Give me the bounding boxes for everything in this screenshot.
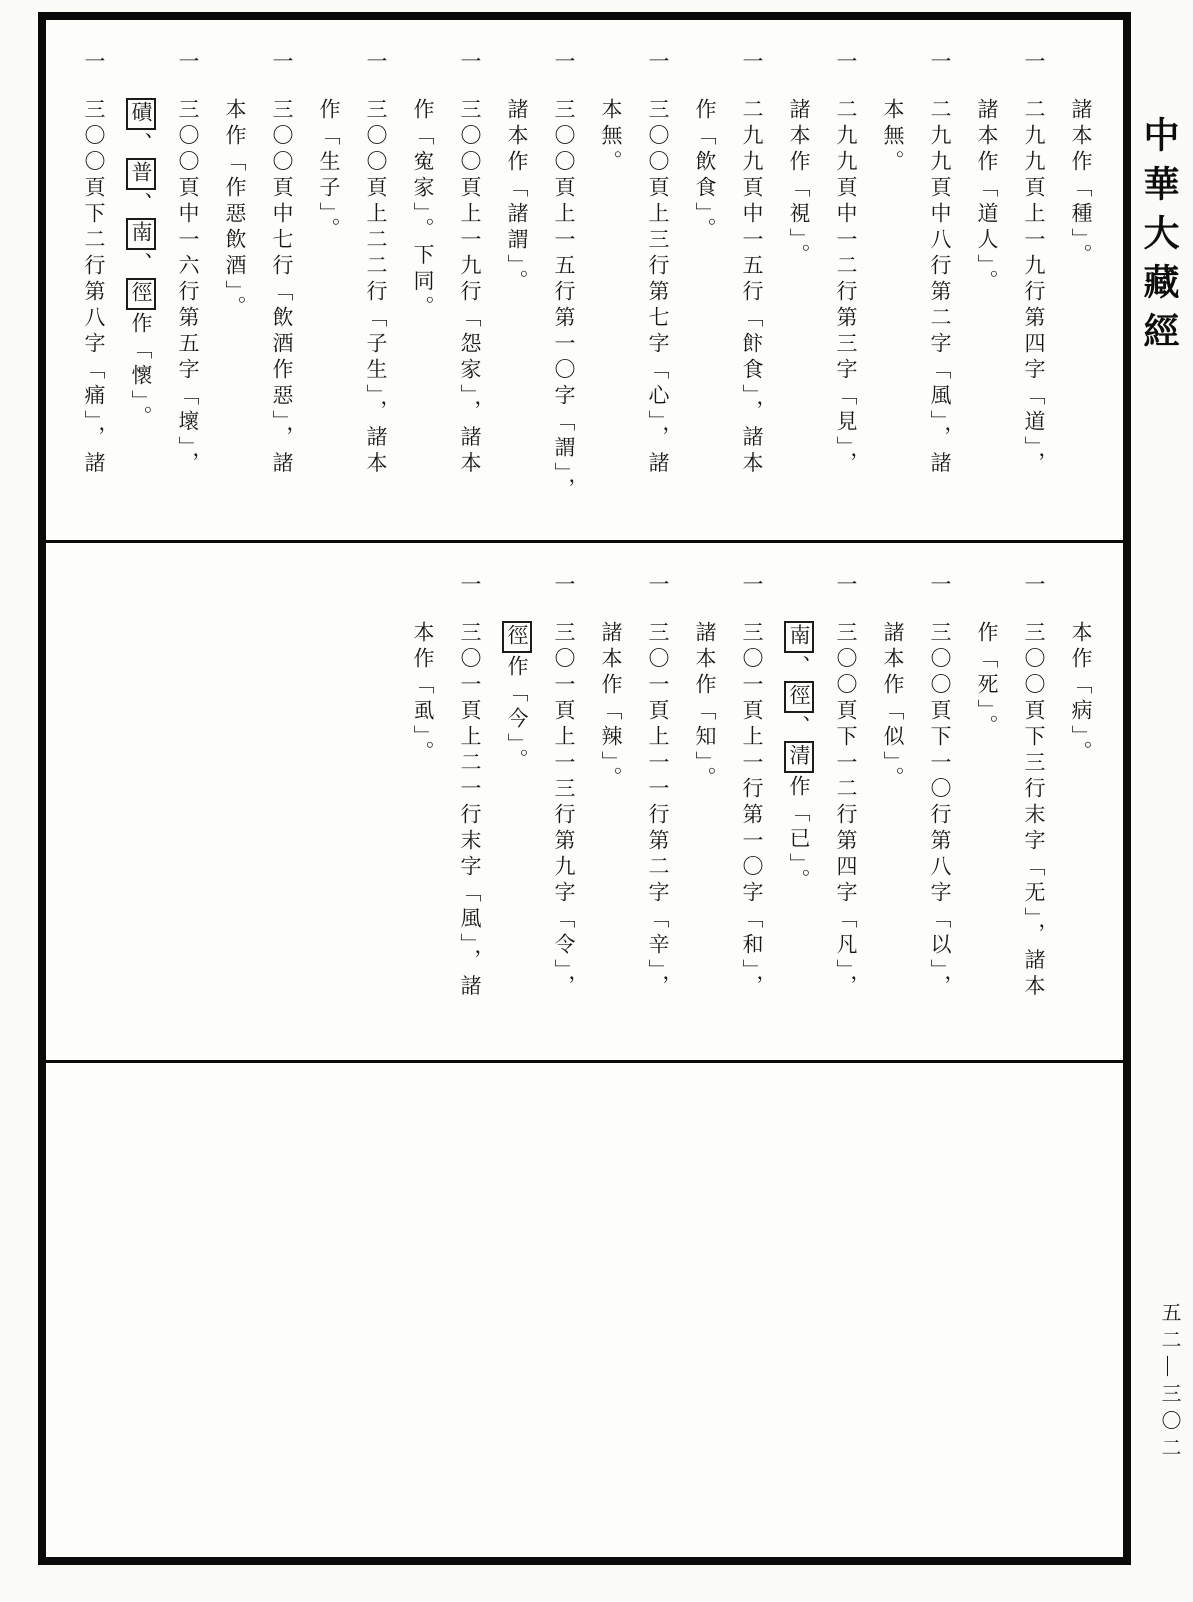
note-column — [457, 573, 482, 1041]
note-column — [410, 573, 435, 1041]
note-column — [598, 50, 623, 518]
edition-siglum: 徑 — [126, 278, 156, 310]
canon-title: 中華大藏經 — [1139, 116, 1179, 361]
note-entry — [692, 50, 764, 518]
note-text: 本作「虱」。 — [411, 621, 435, 767]
note-text: 諸本作「辣」。 — [599, 621, 623, 793]
note-column — [645, 50, 670, 518]
note-text: 作「懷」。 — [129, 312, 153, 432]
note-entry — [1068, 573, 1093, 1041]
entry-marker: 一 — [646, 50, 670, 76]
entry-marker: 一 — [552, 573, 576, 599]
entry-marker: 一 — [176, 50, 200, 76]
note-column — [1021, 50, 1046, 518]
note-text: 三〇一頁上一一行第二字「辛」， — [646, 621, 670, 1001]
entry-marker: 一 — [364, 50, 388, 76]
note-column — [1068, 50, 1093, 518]
note-text: 三〇一頁上一三行第九字「令」， — [552, 621, 576, 1001]
notes-section-bottom — [46, 1060, 1123, 1557]
note-entry — [880, 50, 952, 518]
note-text: 三〇一頁上一行第一〇字「和」， — [740, 621, 764, 1001]
note-text: 作「生子」。 — [317, 98, 341, 244]
note-column — [786, 50, 811, 518]
note-column — [927, 50, 952, 518]
entry-marker: 一 — [834, 573, 858, 599]
entry-marker: 一 — [928, 573, 952, 599]
entry-marker: 一 — [834, 50, 858, 76]
edition-siglum: 徑 — [784, 681, 814, 713]
note-entry — [222, 50, 294, 518]
note-column — [880, 573, 905, 1041]
note-text: 本作「病」。 — [1069, 621, 1093, 767]
note-text: 諸本作「道人」。 — [975, 98, 999, 296]
note-entry — [128, 50, 200, 518]
note-text: 三〇〇頁上一九行「怨家」，諸本 — [458, 98, 482, 478]
note-text: 作「已」。 — [787, 775, 811, 895]
note-text: 諸本作「諸謂」。 — [505, 98, 529, 296]
note-column — [786, 573, 811, 1041]
note-column — [551, 573, 576, 1041]
note-column — [974, 573, 999, 1041]
note-text: 作「死」。 — [975, 621, 999, 741]
note-entry — [598, 573, 670, 1041]
note-text: 諸本作「似」。 — [881, 621, 905, 793]
edition-siglum: 磧 — [126, 98, 156, 130]
note-text: 三〇〇頁上三行第七字「心」，諸 — [646, 98, 670, 478]
entry-marker: 一 — [1022, 573, 1046, 599]
entry-marker: 一 — [646, 573, 670, 599]
note-entry — [974, 50, 1046, 518]
note-column — [410, 50, 435, 518]
edition-siglum: 徑 — [502, 621, 532, 653]
note-text: 二九九頁上一九行第四字「道」， — [1022, 98, 1046, 478]
note-text: 三〇〇頁下二行第八字「痛」，諸 — [82, 98, 106, 478]
note-text: 作「飲食」。 — [693, 98, 717, 244]
note-text: 諸本作「種」。 — [1069, 98, 1093, 270]
note-column — [316, 50, 341, 518]
note-text: 三〇〇頁下三行末字「无」，諸本 — [1022, 621, 1046, 1001]
note-text: 本無。 — [881, 98, 905, 176]
note-text: 三〇〇頁上二二行「子生」，諸本 — [364, 98, 388, 478]
note-column — [598, 573, 623, 1041]
entry-marker: 一 — [928, 50, 952, 76]
entry-marker: 一 — [82, 50, 106, 76]
note-entry — [692, 573, 764, 1041]
note-column — [128, 50, 153, 518]
note-column — [363, 50, 388, 518]
notes-section-middle — [46, 540, 1123, 1060]
note-text: 三〇〇頁中一六行第五字「壞」， — [176, 98, 200, 478]
entry-marker: 一 — [270, 50, 294, 76]
note-entry — [81, 50, 106, 518]
note-column — [833, 573, 858, 1041]
note-text: 三〇一頁上二一行末字「風」，諸 — [458, 621, 482, 1001]
note-column — [504, 50, 529, 518]
note-text: 、 — [787, 715, 811, 741]
note-text: 作「寃家」。下同。 — [411, 98, 435, 322]
note-text: 二九九頁中一五行「飰食」，諸本 — [740, 98, 764, 478]
note-column — [504, 573, 529, 1041]
note-text: 三〇〇頁下一〇行第八字「以」， — [928, 621, 952, 1001]
note-column — [739, 573, 764, 1041]
note-text: 三〇〇頁上一五行第一〇字「謂」， — [552, 98, 576, 504]
note-entry — [786, 50, 858, 518]
note-text: 諸本作「知」。 — [693, 621, 717, 793]
entry-marker: 一 — [458, 50, 482, 76]
note-text: 諸本作「視」。 — [787, 98, 811, 270]
note-column — [739, 50, 764, 518]
note-text: 本作「作惡飲酒」。 — [223, 98, 247, 322]
note-entry — [504, 573, 576, 1041]
volume-page-number: 五二—三〇二 — [1158, 1302, 1180, 1464]
entry-marker: 一 — [740, 573, 764, 599]
entry-marker: 一 — [740, 50, 764, 76]
note-text: 三〇〇頁下一二行第四字「凡」， — [834, 621, 858, 1001]
note-column — [1021, 573, 1046, 1041]
note-text: 、 — [129, 192, 153, 218]
text-frame — [38, 12, 1131, 1565]
note-column — [880, 50, 905, 518]
note-column — [974, 50, 999, 518]
note-column — [222, 50, 247, 518]
note-column — [692, 573, 717, 1041]
entry-marker: 一 — [458, 573, 482, 599]
note-column — [1068, 573, 1093, 1041]
note-entry — [786, 573, 858, 1041]
entry-marker: 一 — [1022, 50, 1046, 76]
note-entry — [598, 50, 670, 518]
notes-section-top — [46, 20, 1123, 540]
note-column — [175, 50, 200, 518]
note-text: 本無。 — [599, 98, 623, 176]
note-text: 作「今」。 — [505, 655, 529, 775]
note-column — [551, 50, 576, 518]
note-column — [457, 50, 482, 518]
note-entry — [316, 50, 388, 518]
note-entry — [1068, 50, 1093, 518]
note-entry — [880, 573, 952, 1041]
note-text: 三〇〇頁中七行「飲酒作惡」，諸 — [270, 98, 294, 478]
note-column — [927, 573, 952, 1041]
note-text: 二九九頁中八行第二字「風」，諸 — [928, 98, 952, 478]
note-column — [692, 50, 717, 518]
note-entry — [974, 573, 1046, 1041]
edition-siglum: 普 — [126, 158, 156, 190]
entry-marker: 一 — [552, 50, 576, 76]
note-column — [645, 573, 670, 1041]
edition-siglum: 南 — [784, 621, 814, 653]
note-entry — [410, 573, 482, 1041]
edition-siglum: 南 — [126, 218, 156, 250]
note-text: 、 — [129, 252, 153, 278]
note-entry — [410, 50, 482, 518]
note-column — [269, 50, 294, 518]
note-text: 二九九頁中一二行第三字「見」， — [834, 98, 858, 478]
edition-siglum: 清 — [784, 741, 814, 773]
note-column — [833, 50, 858, 518]
note-column — [81, 50, 106, 518]
note-text: 、 — [787, 655, 811, 681]
note-text: 、 — [129, 132, 153, 158]
note-entry — [504, 50, 576, 518]
